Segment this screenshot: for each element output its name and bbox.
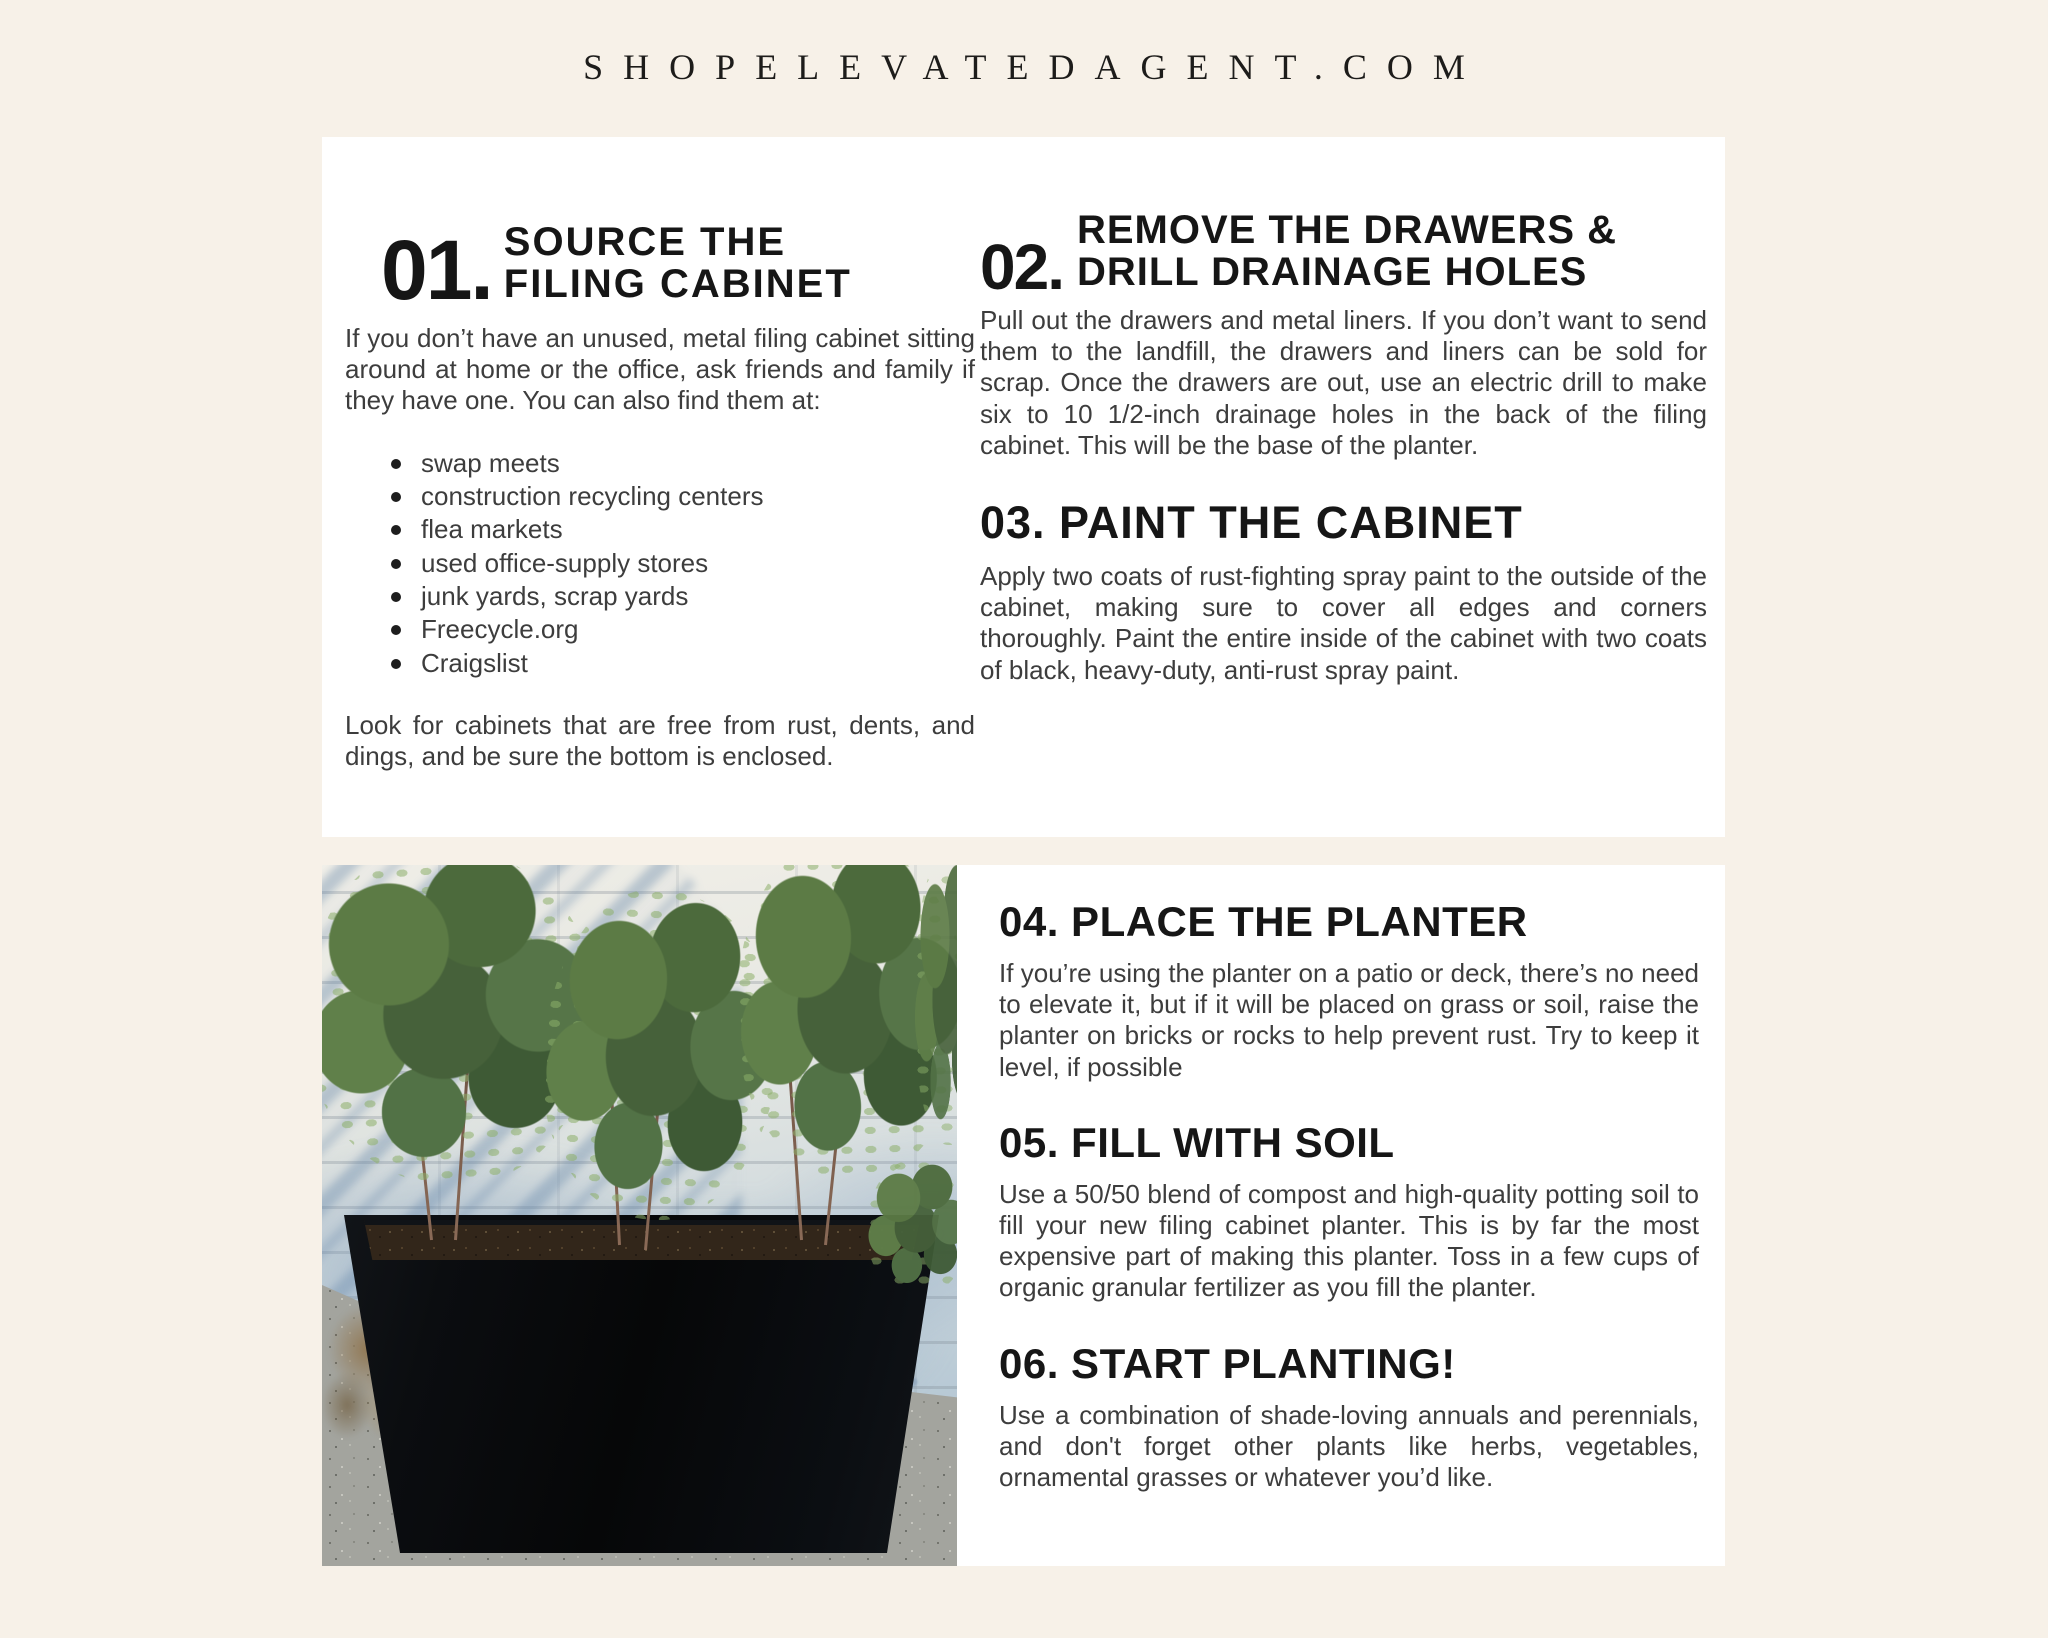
step-02-title	[1077, 209, 1617, 293]
step-02-body: Pull out the drawers and metal liners. If you don’t want to send them to the landfill, the drawers and liners can be sold for scrap. Once the drawers are out, use an electric drill to make six to 10 1/2-inch drainage holes in the back of the filing cabinet. This will be the base of the planter.	[980, 305, 1707, 460]
step-05-body: Use a 50/50 blend of compost and high-quality potting soil to fill your new filing cabinet planter. This is by far the most expensive part of making this planter. Toss in a few cups of organic granular fertilizer as you fill the planter.	[999, 1178, 1699, 1303]
step-03-heading: 03. PAINT THE CABINET	[980, 496, 1523, 548]
list-item: construction recycling centers	[389, 482, 975, 511]
step-03-body: Apply two coats of rust-fighting spray paint to the outside of the cabinet, making sure to cover all edges and corners thoroughly. Paint the entire inside of the cabinet with two coats of black, heavy-duty, anti-rust spray paint.	[980, 560, 1707, 685]
step-04-heading: 04. PLACE THE PLANTER	[999, 898, 1528, 945]
foliage-over-rim	[867, 1160, 957, 1295]
list-item: flea markets	[389, 515, 975, 544]
step-01-heading	[345, 220, 975, 317]
steps-card-bottom	[957, 865, 1725, 1566]
list-item: swap meets	[389, 449, 975, 478]
step-02-title-line1: REMOVE THE DRAWERS &	[1076, 208, 1618, 252]
list-item: used office-supply stores	[389, 549, 975, 578]
step-01-outro: Look for cabinets that are free from rust, dents, and dings, and be sure the bottom is enclosed.	[345, 710, 975, 772]
planter-photo	[322, 865, 957, 1566]
potting-soil	[364, 1220, 920, 1260]
list-item: Craigslist	[389, 649, 975, 678]
step-02-heading	[980, 208, 1707, 304]
steps-02-03-section	[980, 209, 1707, 686]
step-02-number: 02.	[980, 231, 1063, 304]
step-01-title-line2: FILING CABINET	[503, 262, 852, 306]
step-01-intro: If you don’t have an unused, metal filing cabinet sitting around at home or the office, ask friends and family if they have one. You can also find them at:	[345, 323, 975, 416]
list-item: junk yards, scrap yards	[389, 582, 975, 611]
steps-card-top	[322, 137, 1725, 837]
source-options-list	[345, 449, 975, 679]
step-01-title-line1: SOURCE THE	[503, 220, 787, 264]
step-05-heading: 05. FILL WITH SOIL	[999, 1118, 1395, 1166]
step-02-title-line2: DRILL DRAINAGE HOLES	[1076, 250, 1588, 294]
step-01-section	[345, 221, 975, 773]
step-04-body: If you’re using the planter on a patio or deck, there’s no need to elevate it, but if it will be placed on grass or soil, raise the planter on bricks or rocks to help prevent rust. Try to keep it level, if possible	[999, 958, 1699, 1082]
step-01-title	[504, 221, 852, 305]
list-item: Freecycle.org	[389, 615, 975, 644]
step-01-number: 01.	[381, 222, 492, 317]
step-06-body: Use a combination of shade-loving annuals and perennials, and don't forget other plants like herbs, vegetables, ornamental grasses or whatever you’d like.	[999, 1399, 1699, 1492]
site-url-header: SHOPELEVATEDAGENT.COM	[583, 47, 1485, 87]
step-06-heading: 06. START PLANTING!	[999, 1339, 1456, 1387]
